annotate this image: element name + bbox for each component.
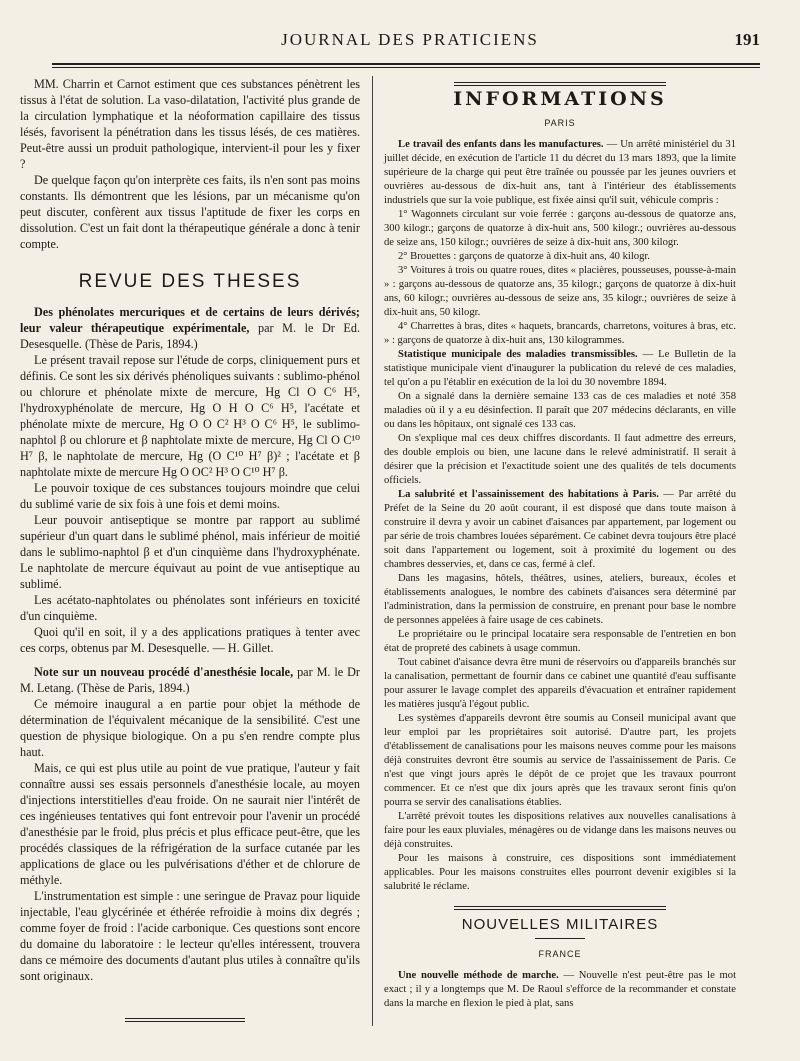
header-rule (52, 63, 760, 65)
article-paragraph: Mais, ce qui est plus utile au point de vue pratique, l'auteur y fait connaître aussi ses essais personnels d'anesthésie locale, au moyen d'injections interstitielles d'eau froide. On ne saurait nier l'intérêt de ces ingénieuses tentatives qui font entrevoir pour l'avenir un procédé d'anesthésie par le froid, plus précis et plus efficace peut-être, que les procédés classiques de la réfrigération de la surface cutanée par les applications de glace ou les pulvérisations d'éther et de chlorure de méthyle. (20, 761, 360, 887)
right-column (384, 76, 736, 1011)
article-title: La salubrité et l'assainissement des habitations à Paris. (398, 489, 659, 500)
article-paragraph: Pour les maisons à construire, ces dispositions sont immédiatement applicables. Pour les maisons construites elles pourront devenir exigibles si la salubrité le réclame. (384, 853, 736, 892)
article-paragraph: L'instrumentation est simple : une seringue de Pravaz pour liquide injectable, l'eau glycérinée et éthérée refroidie à moins dix degrés ; comme foyer de froid : l'acide carbonique. Ces questions sont encore du domaine du laboratoire : le lecteur qu'elles intéressent, trouvera dans ce mémoire des documents d'autant plus utiles à connaître qu'ils sont originaux. (20, 889, 360, 983)
page-header (60, 30, 760, 60)
article-paragraph: Le pouvoir toxique de ces substances toujours moindre que celui du sublimé varie de six fois à une fois et demi moins. (20, 481, 360, 511)
article-paragraph: Dans les magasins, hôtels, théâtres, usines, ateliers, bureaux, écoles et établissements analogues, le nombre des cabinets d'aisances sera déterminé par l'administration, dans la permission de construire, en prenant pour base le nombre de personnes appelées à faire usage de ces cabinets. (384, 573, 736, 626)
section-title-militaires: NOUVELLES MILITAIRES (461, 916, 659, 933)
article-title: Des phénolates mercuriques et de certains de leurs dérivés; leur valeur thérapeutique expérimentale, (20, 305, 360, 335)
left-column (20, 76, 360, 984)
article-paragraph: 2° Brouettes : garçons de quatorze à dix-huit ans, 40 kilogr. (398, 251, 650, 262)
article-text: — Nouvelle n'est peut-être pas le mot exact ; il y a longtemps que M. De Raoul s'efforce de la recommander et constate dans la marche en flexion le pied à plat, sans (384, 970, 737, 1009)
article-desesquelle-heading (20, 304, 360, 352)
subhead-rule (535, 938, 585, 939)
article-paragraph: Ce mémoire inaugural a en partie pour objet la méthode de détermination de l'équivalent mécanique de la sensibilité. C'est une question de physique biologique. On a pu s'en rendre compte plus haut. (20, 697, 360, 759)
article-paragraph: Tout cabinet d'aisance devra être muni de réservoirs ou d'appareils branchés sur la canalisation, permettant de fournir dans ce cabinet une quantité d'eau suffisante pour assurer le lavage complet des appareils d'évacuation et entraîner rapidement les matières jusqu'à l'égout public. (384, 657, 736, 710)
article-text: — Par arrêté du Préfet de la Seine du 20 août courant, il est disposé que dans toute maison à construire il devra y avoir un cabinet d'aisances par appartement, par logement ou par série de trois chambres louées séparément. Ce cabinet devra toujours être placé soit dans l'appartement ou logement, soit à proximité du logement ou des chambres desservies, et, dans ce cas, fermé à clef. (384, 489, 736, 570)
article-title: Une nouvelle méthode de marche. (398, 970, 559, 981)
journal-title: JOURNAL DES PRATICIENS (281, 30, 539, 49)
article-paragraph: On a signalé dans la dernière semaine 133 cas de ces maladies et noté 358 maladies où il y a eu désinfection. Il paraît que 207 médecins déclarants, en ville ou dans les hôpitaux, ont signalé ces 133 cas. (384, 391, 736, 430)
subhead-paris: PARIS (544, 118, 576, 128)
article-title: Note sur un nouveau procédé d'anesthésie locale, (34, 665, 294, 679)
intro-paragraph-2: De quelque façon qu'on interprète ces faits, ils n'en sont pas moins constants. Ils démontrent que les lésions, par un mécanisme qu'on peut discuter, confèrent aux tissus l'aptitude de fixer les corps en dissolution. C'est un fait dont la thérapeutique générale a donc à tenir compte. (20, 173, 360, 251)
article-marche (384, 969, 736, 1011)
article-byline: par M. le Dr M. Letang. (Thèse de Paris, 1894.) (20, 665, 360, 695)
article-statistique (384, 348, 736, 390)
article-paragraph: 4° Charrettes à bras, dites « haquets, brancards, charretons, voitures à bras, etc. » : garçons de quatorze à dix-huit ans, 130 kilogrammes. (384, 321, 736, 346)
header-rule-thin (52, 67, 760, 68)
section-title-revue: REVUE DES THESES (78, 271, 302, 292)
article-paragraph: Les acétato-naphtolates ou phénolates sont inférieurs en toxicité d'un cinquième. (20, 593, 360, 623)
article-paragraph: Le présent travail repose sur l'étude de corps, cliniquement purs et définis. Ce sont les six dérivés phénoliques suivants : sublimo-phénol ou chlorure et phénolate mixte de mercure, Hg Cl O C⁶ H⁵, l'hydroxyphénolate de mercure, Hg O H O C⁶ H⁵, l'acétate et phénolate mixte de mercure, Hg O O C² H³ O C⁶ H⁵, le sublimo-naphtol β ou chlorure et β naphtolate mixte de mercure, Hg Cl O C¹⁰ H⁷ β, le naphtolate de mercure, Hg (O C¹⁰ H⁷ β)² ; l'acétate et β naphtolate mixte de mercure Hg O OC² H³ O C¹⁰ H⁷ β. (20, 353, 360, 479)
article-salubrite (384, 488, 736, 572)
page-number: 191 (734, 30, 760, 49)
article-text: — Le Bulletin de la statistique municipale vient d'inaugurer la publication du relevé de ces maladies, tel qu'on a pu l'établir en exécution de la loi du 30 novembre 1894. (384, 349, 736, 388)
subhead-france: FRANCE (538, 949, 582, 959)
article-letang-heading (20, 664, 360, 696)
section-title-informations: INFORMATIONS (453, 88, 667, 110)
bottom-rule-left (125, 1018, 245, 1022)
column-divider (372, 76, 373, 1026)
article-paragraph: Les systèmes d'appareils devront être soumis au Conseil municipal avant que leur emploi par les propriétaires soit autorisé. D'autre part, les projets d'établissement de canalisations pour les maisons neuves comme pour les maisons déjà construites devront être soumis au service de l'assainissement de Paris. Ce n'est que vingt jours après le dépôt de ce projet que les travaux pourront commencer. Et ce n'est que dix jours après que les travaux seront finis qu'on pourra se servir des canalisations établies. (384, 713, 736, 808)
article-text: — Un arrêté ministériel du 31 juillet décide, en exécution de l'article 11 du décret du 13 mars 1893, que la limite supérieure de la charge qui peut être traînée ou poussée par les jeunes ouvriers et ouvrières au-dessous de dix-huit ans, tant à l'intérieur des établissements industriels que sur la voie publique, est fixée ainsi qu'il suit, véhicule compris : (384, 139, 736, 206)
rule-top (454, 82, 665, 86)
rule-military (454, 906, 665, 910)
article-paragraph: On s'explique mal ces deux chiffres discordants. Il faut admettre des erreurs, des double emplois ou bien, une lacune dans le relevé administratif. Il serait à désirer que la précision et l'exactitude soient une des qualités de tels documents officiels. (384, 433, 736, 486)
article-title: Le travail des enfants dans les manufactures. (398, 139, 604, 150)
article-paragraph: Le propriétaire ou le principal locataire sera responsable de l'entretien en bon état de propreté des cabinets à usage commun. (384, 629, 736, 654)
article-paragraph: L'arrêté prévoit toutes les dispositions relatives aux nouvelles canalisations à faire pour les eaux pluviales, ménagères ou de vidange dans les maisons neuves ou déjà construites. (384, 811, 736, 850)
article-paragraph: Leur pouvoir antiseptique se montre par rapport au sublimé supérieur d'un quart dans le sublimé phénol, mais inférieur de moitié dans le sublimo-naphtol β et d'un cinquième dans l'hydroxyphénate. Le naphtolate de mercure équivaut au point de vue antiseptique au sublimé. (20, 513, 360, 591)
article-paragraph: Quoi qu'il en soit, il y a des applications pratiques à tenter avec ces corps, obtenus par M. Desesquelle. — H. Gillet. (20, 625, 360, 655)
article-paragraph: 3° Voitures à trois ou quatre roues, dites « placières, pousseuses, pousse-à-main » : garçons au-dessous de quatorze ans, 35 kilogr.; garçons de quatorze à dix-huit ans, 60 kilogr.; ouvrières au-dessous de seize ans, 35 kilogr.; ouvrières de seize à dix-huit ans, 50 kilogr. (384, 265, 736, 318)
article-title: Statistique municipale des maladies transmissibles. (398, 349, 638, 360)
intro-paragraph-1: MM. Charrin et Carnot estiment que ces substances pénètrent les tissus à l'état de solution. La vaso-dilatation, l'activité plus grande de la circulation lymphatique et la néoformation capillaire des tissus lésés, favorisent la pénétration dans les tissus lésés, de ces matières. Peut-être aussi un produit pathologique, intervient-il pour les y fixer ? (20, 77, 360, 171)
article-paragraph: 1° Wagonnets circulant sur voie ferrée : garçons au-dessous de quatorze ans, 300 kilogr.; garçons de quatorze à dix-huit ans, 500 kilogr.; ouvrières au-dessous de seize ans, 150 kilogr.; ouvrières de seize à dix-huit ans, 300 kilogr. (384, 209, 736, 248)
article-travail (384, 138, 736, 208)
article-byline: par M. le Dr Ed. Desesquelle. (Thèse de Paris, 1894.) (20, 321, 360, 351)
